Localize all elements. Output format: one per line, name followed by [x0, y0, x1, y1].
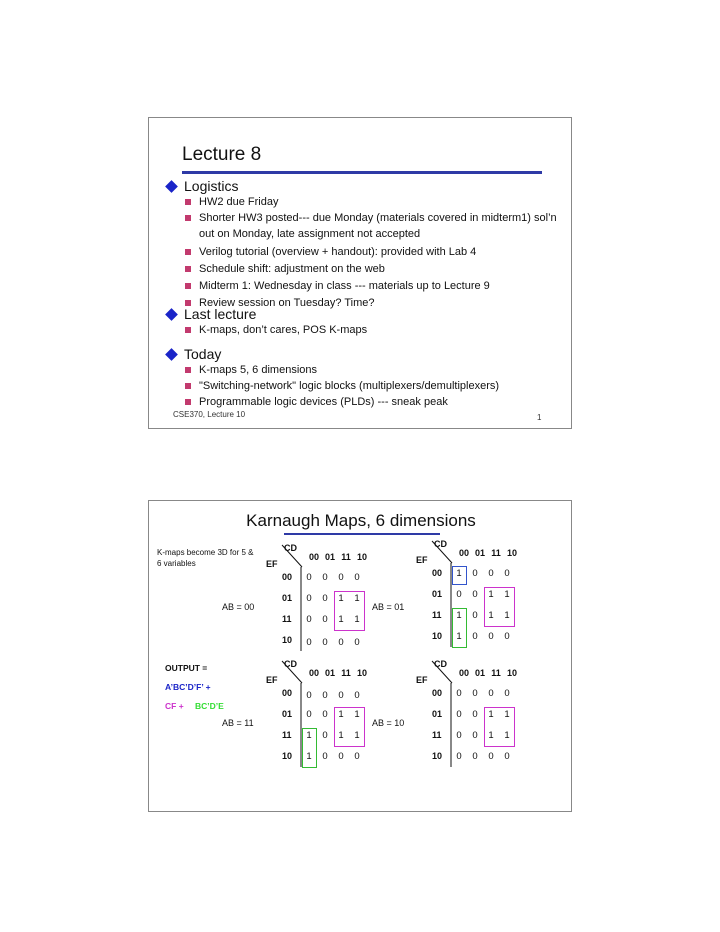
kmap-cell: 0	[456, 709, 462, 720]
kmap-cell: 0	[322, 690, 328, 701]
kmap-cell: 0	[504, 688, 510, 699]
section-today	[167, 346, 221, 362]
square-bullet-icon	[185, 249, 191, 255]
kmap-cell: 0	[354, 751, 360, 762]
section-heading: Logistics	[184, 178, 239, 194]
section-heading: Today	[184, 346, 222, 362]
kmap-ef-label: EF	[416, 555, 428, 565]
kmap-cell: 0	[322, 751, 328, 762]
kmap-cell: 0	[354, 690, 360, 701]
kmap-cell: 0	[472, 568, 478, 579]
kmap-col-header: 10	[506, 548, 517, 558]
square-bullet-icon	[185, 327, 191, 333]
kmap-cell: 1	[488, 610, 494, 621]
kmap-ef-label: EF	[266, 559, 278, 569]
kmap-row-header: 11	[432, 610, 442, 620]
kmap-cell: 1	[504, 589, 510, 600]
list-item: "Switching-network" logic blocks (multiplexers/demultiplexers)	[185, 378, 559, 394]
list-item: Verilog tutorial (overview + handout): provided with Lab 4	[185, 244, 559, 260]
kmap-col-header: 00	[458, 548, 469, 558]
kmap-group-box	[484, 707, 515, 747]
kmap-cell: 1	[488, 709, 494, 720]
kmap-row-header: 01	[432, 709, 443, 719]
kmap-group-box	[452, 566, 467, 585]
kmap-cell: 0	[472, 709, 478, 720]
section-heading: Last lecture	[184, 306, 257, 322]
section-logistics	[167, 178, 238, 194]
kmap-cell: 0	[338, 690, 344, 701]
kmap-row-header: 10	[432, 751, 443, 761]
diamond-bullet-icon	[165, 348, 178, 361]
kmap-cell: 0	[504, 568, 510, 579]
list-item: Schedule shift: adjustment on the web	[185, 261, 559, 277]
kmap-col-header: 11	[341, 668, 351, 678]
kmap-cell: 0	[472, 631, 478, 642]
kmap-cell: 1	[306, 730, 312, 741]
kmap-row-header: 11	[282, 730, 292, 740]
kmap-cell: 1	[338, 614, 344, 625]
kmap-cell: 1	[488, 730, 494, 741]
kmap-row-header: 10	[282, 635, 293, 645]
slide-karnaugh-6d	[148, 500, 572, 812]
output-label: OUTPUT =	[165, 663, 208, 673]
kmap-cell: 1	[338, 593, 344, 604]
list-item: Midterm 1: Wednesday in class --- materials up to Lecture 9	[185, 278, 559, 294]
kmap-ab-10	[372, 659, 556, 787]
kmap-ab-label: AB = 01	[372, 602, 405, 612]
kmap-cell: 0	[488, 631, 494, 642]
kmap-cell: 0	[472, 589, 478, 600]
square-bullet-icon	[185, 383, 191, 389]
title-underline	[182, 171, 542, 174]
kmap-cell: 1	[504, 709, 510, 720]
kmap-cell: 1	[504, 730, 510, 741]
kmap-group-box	[334, 591, 365, 631]
kmap-row-header: 00	[432, 568, 443, 578]
kmap-cell: 0	[322, 614, 328, 625]
kmap-col-header: 11	[341, 552, 351, 562]
kmap-col-header: 01	[474, 548, 485, 558]
kmap-cell: 0	[322, 637, 328, 648]
kmap-cell: 0	[322, 593, 328, 604]
kmap-cell: 0	[456, 589, 462, 600]
slide-footer-course: CSE370, Lecture 10	[173, 410, 246, 419]
kmap-cell: 0	[322, 572, 328, 583]
square-bullet-icon	[185, 199, 191, 205]
kmap-row-header: 11	[282, 614, 292, 624]
list-item: Review session on Tuesday? Time?	[185, 295, 559, 311]
list-item: K-maps, don’t cares, POS K-maps	[185, 322, 559, 338]
kmap-ab-label: AB = 11	[222, 718, 254, 728]
kmap-cell: 1	[354, 614, 360, 625]
kmap-cell: 1	[504, 610, 510, 621]
kmap-row-header: 11	[432, 730, 442, 740]
diamond-bullet-icon	[165, 308, 178, 321]
kmap-col-header: 11	[491, 668, 501, 678]
kmap-col-header: 00	[458, 668, 469, 678]
kmap-col-header: 01	[474, 668, 485, 678]
kmap-row-header: 10	[282, 751, 293, 761]
diamond-bullet-icon	[165, 180, 178, 193]
kmap-row-header: 00	[282, 688, 293, 698]
kmap-cell: 1	[456, 568, 462, 579]
kmap-cell: 0	[322, 730, 328, 741]
kmap-group-box	[484, 587, 515, 627]
kmap-cell: 0	[488, 568, 494, 579]
list-item: K-maps 5, 6 dimensions	[185, 362, 559, 378]
kmap-ab-01	[372, 539, 556, 667]
kmap-row-header: 00	[432, 688, 443, 698]
kmap-cell: 0	[456, 751, 462, 762]
kmap-cell: 0	[488, 688, 494, 699]
kmap-cell: 0	[472, 751, 478, 762]
kmap-row-header: 10	[432, 631, 443, 641]
kmap-cell: 1	[306, 751, 312, 762]
list-item: HW2 due Friday	[185, 194, 559, 210]
kmap-cell: 0	[456, 730, 462, 741]
title-underline	[284, 533, 440, 535]
kmap-col-header: 00	[308, 552, 319, 562]
kmap-row-header: 01	[282, 709, 293, 719]
kmap-ef-label: EF	[416, 675, 428, 685]
kmap-cell: 0	[456, 688, 462, 699]
square-bullet-icon	[185, 367, 191, 373]
square-bullet-icon	[185, 283, 191, 289]
kmap-row-header: 01	[432, 589, 443, 599]
kmap-cd-label: CD	[284, 659, 297, 669]
list-item: Programmable logic devices (PLDs) --- sneak peak	[185, 394, 559, 410]
kmap-row-header: 00	[282, 572, 293, 582]
slide-title: Karnaugh Maps, 6 dimensions	[246, 511, 476, 530]
kmap-group-box	[302, 728, 317, 768]
kmap-cell: 0	[472, 730, 478, 741]
kmap-cell: 0	[306, 593, 312, 604]
kmap-cell: 1	[456, 631, 462, 642]
kmap-cell: 0	[488, 751, 494, 762]
kmap-note: K-maps become 3D for 5 & 6 variables	[157, 548, 254, 568]
kmap-cd-label: CD	[434, 539, 447, 549]
kmap-cell: 0	[338, 572, 344, 583]
kmap-col-header: 10	[506, 668, 517, 678]
kmap-cell: 0	[504, 751, 510, 762]
kmap-cell: 1	[338, 709, 344, 720]
kmap-cell: 0	[504, 631, 510, 642]
kmap-col-header: 11	[491, 548, 501, 558]
kmap-cell: 1	[354, 730, 360, 741]
kmap-cell: 0	[306, 637, 312, 648]
kmap-ef-label: EF	[266, 675, 278, 685]
kmap-cell: 0	[354, 572, 360, 583]
kmap-cell: 0	[306, 709, 312, 720]
output-term-blue: A’BC’D’F’ +	[165, 682, 211, 692]
kmap-cell: 1	[488, 589, 494, 600]
kmap-row-header: 01	[282, 593, 293, 603]
section-last-lecture	[167, 306, 256, 322]
kmap-ab-label: AB = 10	[372, 718, 405, 728]
slide-title: Lecture 8	[182, 144, 262, 165]
square-bullet-icon	[185, 399, 191, 405]
kmap-col-header: 01	[324, 552, 335, 562]
kmap-cell: 0	[472, 610, 478, 621]
kmap-ab-label: AB = 00	[222, 602, 255, 612]
kmap-cell: 0	[338, 637, 344, 648]
kmap-col-header: 01	[324, 668, 335, 678]
kmap-col-header: 10	[356, 552, 367, 562]
output-term-magenta: CF +	[165, 701, 184, 711]
kmap-cell: 1	[338, 730, 344, 741]
kmap-cell: 0	[306, 572, 312, 583]
square-bullet-icon	[185, 215, 191, 221]
kmap-cell: 0	[354, 637, 360, 648]
list-item: Shorter HW3 posted--- due Monday (materials covered in midterm1) sol’n out on Monday, late assignment not accepted	[185, 210, 559, 242]
kmap-cd-label: CD	[434, 659, 447, 669]
kmap-cell: 1	[354, 709, 360, 720]
kmap-cd-label: CD	[284, 543, 297, 553]
slide-lecture-8	[148, 117, 572, 429]
kmap-cell: 0	[472, 688, 478, 699]
output-term-green: BC’D’E	[195, 701, 224, 711]
kmap-cell: 0	[338, 751, 344, 762]
kmap-group-box	[452, 608, 467, 648]
kmap-cell: 0	[322, 709, 328, 720]
square-bullet-icon	[185, 266, 191, 272]
slide-page-number: 1	[537, 413, 542, 422]
kmap-cell: 0	[306, 690, 312, 701]
kmap-cell: 1	[456, 610, 462, 621]
kmap-cell: 1	[354, 593, 360, 604]
kmap-col-header: 00	[308, 668, 319, 678]
kmap-group-box	[334, 707, 365, 747]
kmap-col-header: 10	[356, 668, 367, 678]
kmap-cell: 0	[306, 614, 312, 625]
